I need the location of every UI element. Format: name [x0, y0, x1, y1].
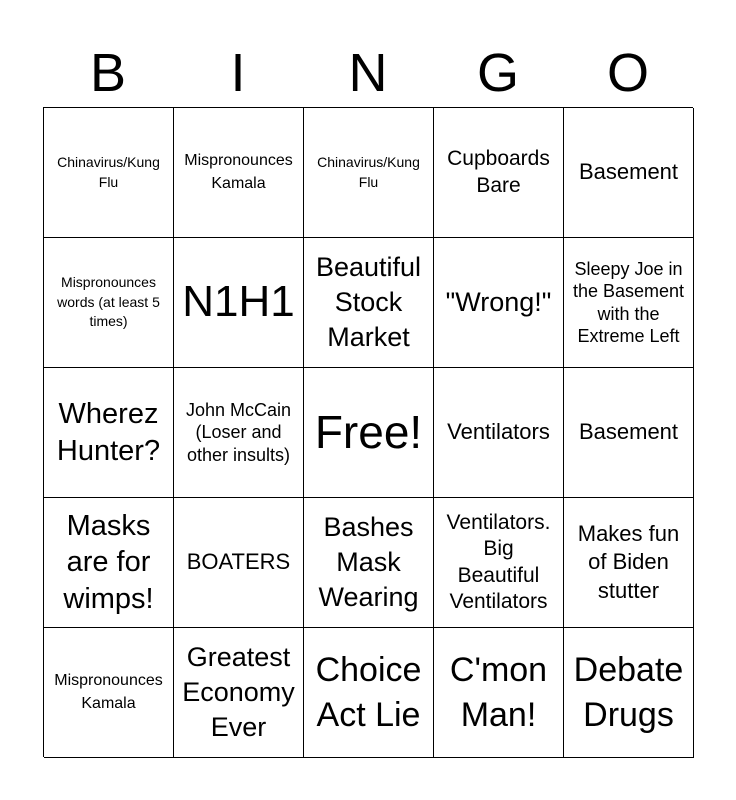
bingo-board: [43, 107, 693, 757]
bingo-cell[interactable]: BOATERS: [174, 498, 304, 628]
bingo-cell[interactable]: Debate Drugs: [564, 628, 694, 758]
bingo-cell[interactable]: John McCain (Loser and other insults): [174, 368, 304, 498]
bingo-cell[interactable]: Basement: [564, 368, 694, 498]
bingo-cell[interactable]: Ventilators. Big Beautiful Ventilators: [434, 498, 564, 628]
header-letter-i: I: [230, 43, 246, 103]
bingo-cell[interactable]: "Wrong!": [434, 238, 564, 368]
bingo-cell[interactable]: N1H1: [174, 238, 304, 368]
bingo-cell[interactable]: Mispronounces words (at least 5 times): [44, 238, 174, 368]
header-letter-b: B: [89, 43, 127, 103]
bingo-cell[interactable]: Wherez Hunter?: [44, 368, 174, 498]
bingo-cell[interactable]: Cupboards Bare: [434, 108, 564, 238]
bingo-header: [43, 40, 693, 106]
bingo-cell[interactable]: Chinavirus/Kung Flu: [304, 108, 434, 238]
header-letter-n: N: [348, 43, 388, 103]
bingo-cell[interactable]: C'mon Man!: [434, 628, 564, 758]
bingo-cell[interactable]: Sleepy Joe in the Basement with the Extreme Left: [564, 238, 694, 368]
bingo-cell[interactable]: Choice Act Lie: [304, 628, 434, 758]
header-letter-o: O: [606, 43, 649, 103]
bingo-cell[interactable]: Masks are for wimps!: [44, 498, 174, 628]
bingo-cell[interactable]: Makes fun of Biden stutter: [564, 498, 694, 628]
bingo-cell[interactable]: Chinavirus/Kung Flu: [44, 108, 174, 238]
bingo-cell[interactable]: Mispronounces Kamala: [44, 628, 174, 758]
bingo-cell[interactable]: Mispronounces Kamala: [174, 108, 304, 238]
free-space[interactable]: Free!: [304, 368, 434, 498]
bingo-cell[interactable]: Basement: [564, 108, 694, 238]
bingo-cell[interactable]: Ventilators: [434, 368, 564, 498]
bingo-cell[interactable]: Beautiful Stock Market: [304, 238, 434, 368]
bingo-cell[interactable]: Greatest Economy Ever: [174, 628, 304, 758]
header-letter-g: G: [476, 43, 519, 103]
bingo-cell[interactable]: Bashes Mask Wearing: [304, 498, 434, 628]
